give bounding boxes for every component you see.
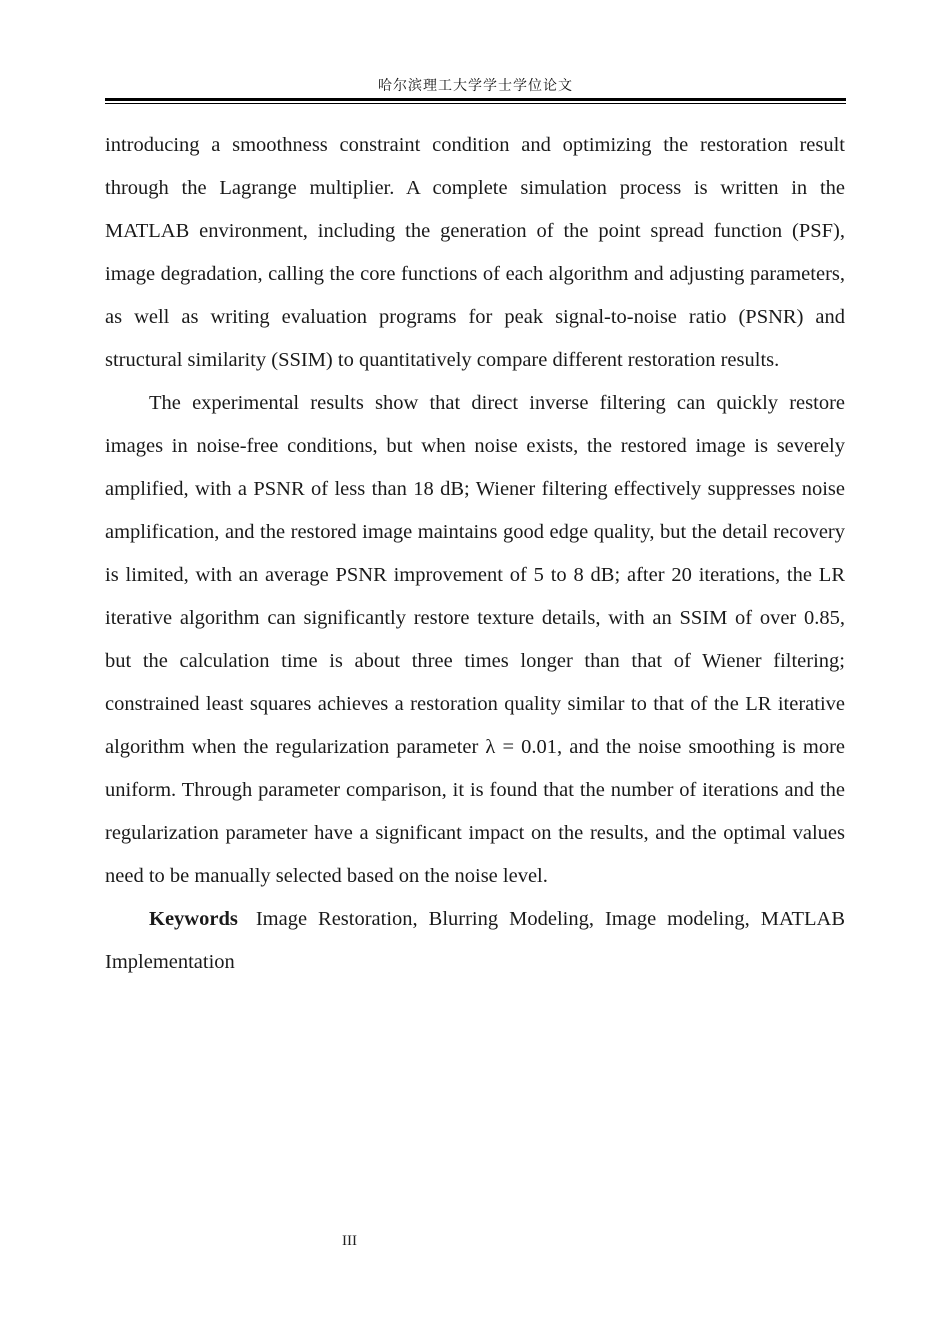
page-number: III [342, 1233, 357, 1249]
header-rule [105, 98, 846, 101]
page-header: 哈尔滨理工大学学士学位论文 [378, 79, 573, 94]
header-rule-thin [105, 103, 846, 104]
keywords-text: Image Restoration, Blurring Modeling, Image modeling, MATLAB Implementation [105, 908, 845, 973]
keywords-paragraph [105, 898, 845, 984]
paragraph-1: introducing a smoothness constraint condition and optimizing the restoration result through the Lagrange multiplier. A complete simulation process is written in the MATLAB environment, including the generation of the point spread function (PSF), image degradation, calling the core functions of each algorithm and adjusting parameters, as well as writing evaluation programs for peak signal-to-noise ratio (PSNR) and structural similarity (SSIM) to quantitatively compare different restoration results. [105, 134, 845, 371]
keywords-label: Keywords [149, 908, 238, 930]
body-text [105, 124, 845, 984]
paragraph-2: The experimental results show that direct inverse filtering can quickly restore images in noise-free conditions, but when noise exists, the restored image is severely amplified, with a PSNR of less than 18 dB; Wiener filtering effectively suppresses noise amplification, and the restored image maintains good edge quality, but the detail recovery is limited, with an average PSNR improvement of 5 to 8 dB; after 20 iterations, the LR iterative algorithm can significantly restore texture details, with an SSIM of over 0.85, but the calculation time is about three times longer than that of Wiener filtering; constrained least squares achieves a restoration quality similar to that of the LR iterative algorithm when the regularization parameter λ = 0.01, and the noise smoothing is more uniform. Through parameter comparison, it is found that the number of iterations and the regularization parameter have a significant impact on the results, and the optimal values need to be manually selected based on the noise level. [105, 392, 845, 887]
